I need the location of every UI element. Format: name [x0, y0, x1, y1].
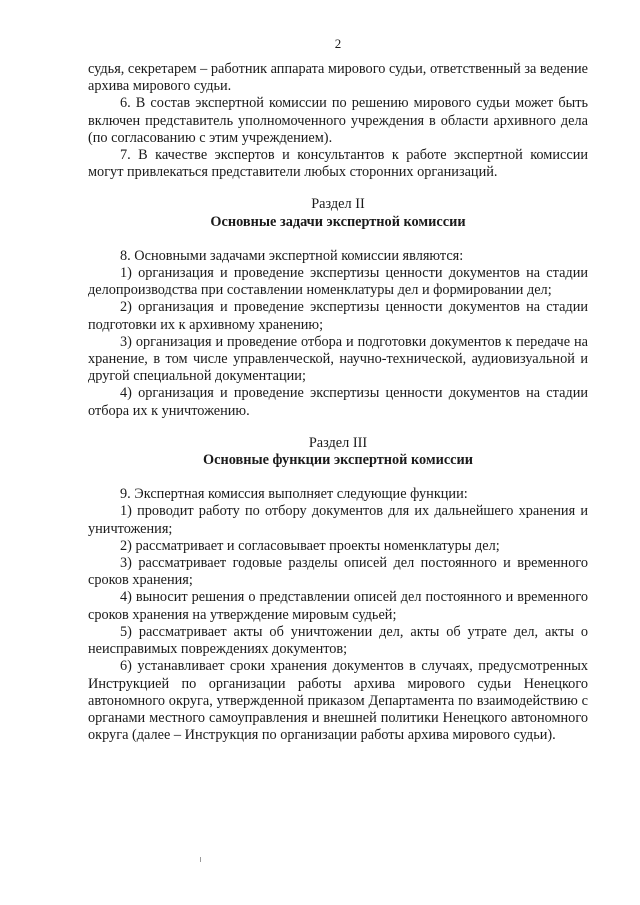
scan-artifact-mark — [200, 857, 201, 862]
section-3-item-1: 1) проводит работу по отбору документов для их дальнейшего хранения и уничтожения; — [88, 503, 588, 537]
section-3-item-4: 4) выносит решения о представлении описей дел постоянного и временного сроков хранения на утверждение мировым судьей; — [88, 589, 588, 623]
section-3-item-3: 3) рассматривает годовые разделы описей дел постоянного и временного сроков хранения; — [88, 555, 588, 589]
section-2-item-4: 4) организация и проведение экспертизы ценности документов на стадии отбора их к уничтожению. — [88, 385, 588, 419]
section-2-label: Раздел II — [311, 196, 365, 213]
section-3-item-5: 5) рассматривает акты об уничтожении дел, акты об утрате дел, акты о неисправимых повреждениях документов; — [88, 623, 588, 658]
section-2-item-1: 1) организация и проведение экспертизы ценности документов на стадии делопроизводства при составлении номенклатуры дел и формировании дел; — [88, 265, 588, 299]
section-3-label: Раздел III — [308, 434, 368, 451]
section-2-item-2: 2) организация и проведение экспертизы ценности документов на стадии подготовки их к архивному хранению; — [88, 299, 588, 333]
paragraph-item-6: 6. В состав экспертной комиссии по решению мирового судьи может быть включен представитель уполномоченного учреждения в области архивного дела (по согласованию с этим учреждением). — [88, 95, 588, 146]
document-page — [88, 36, 588, 744]
paragraph-item-7: 7. В качестве экспертов и консультантов к работе экспертной комиссии могут привлекаться представители любых сторонних организаций. — [88, 147, 588, 181]
section-2-item-3: 3) организация и проведение отбора и подготовки документов к передаче на хранение, в том числе управленческой, научно-технической, аудиовизуальной и другой специальной документации; — [88, 333, 588, 385]
section-3-item-6: 6) устанавливает сроки хранения документов в случаях, предусмотренных Инструкцией по организации работы архива мирового судьи Ненецкого автономного округа, утвержденной приказом Департамента по взаимодействию с органами местного самоуправления и внешней политики Ненецкого автономного округа (далее – Инструкция по организации работы архива мирового судьи). — [88, 658, 588, 744]
section-2-lead: 8. Основными задачами экспертной комиссии являются: — [120, 247, 464, 264]
section-3-title: Основные функции экспертной комиссии — [202, 452, 474, 469]
section-3-item-2: 2) рассматривает и согласовывает проекты номенклатуры дел; — [120, 537, 500, 554]
page-number: 2 — [334, 36, 342, 51]
paragraph-continuation: судья, секретарем – работник аппарата мирового судьи, ответственный за ведение архива мирового судьи. — [88, 61, 588, 95]
section-2-title: Основные задачи экспертной комиссии — [210, 213, 466, 230]
section-3-lead: 9. Экспертная комиссия выполняет следующие функции: — [120, 486, 468, 503]
